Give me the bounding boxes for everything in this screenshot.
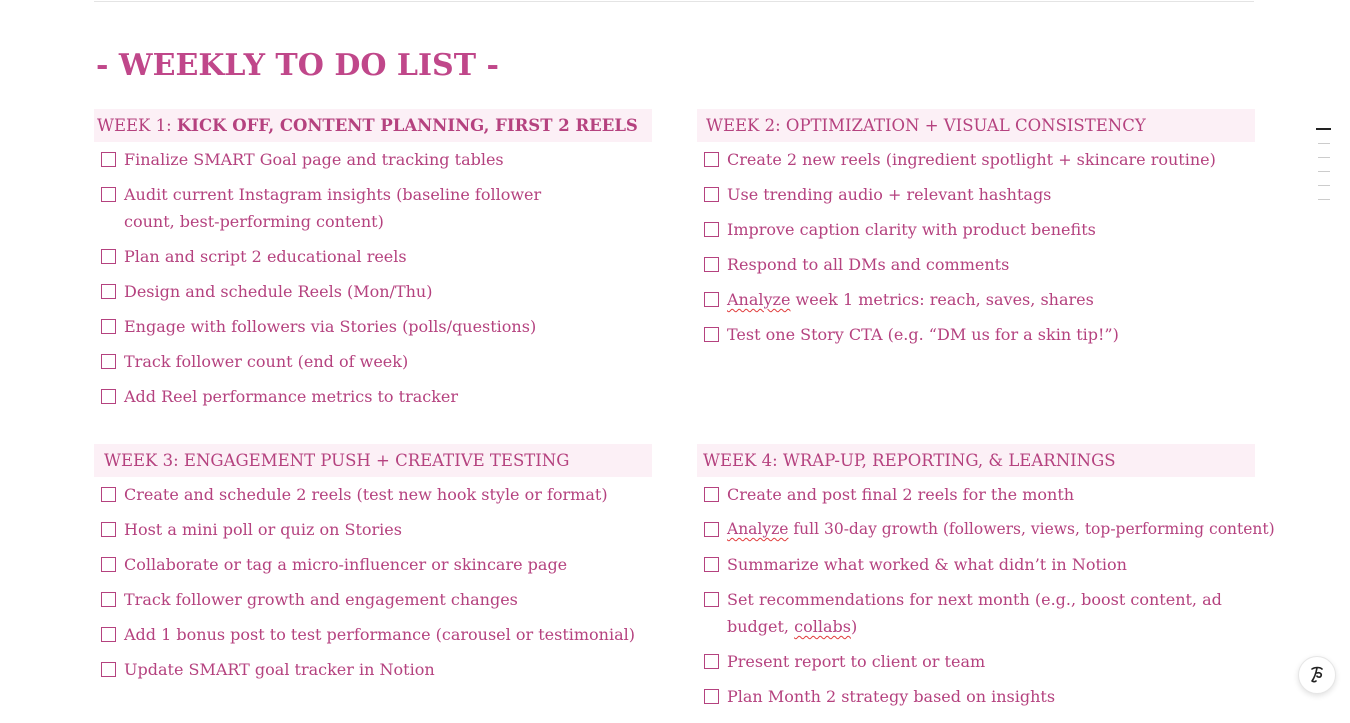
todo-text: Present report to client or team [727,652,986,671]
checkbox[interactable] [101,249,116,264]
todo-text [727,520,1275,538]
todo-text-rest: full 30-day growth (followers, views, top-performing content) [788,520,1275,538]
checkbox[interactable] [101,592,116,607]
week-3-todo-list [94,481,652,683]
todo-item[interactable] [94,516,652,543]
spellcheck-word: collabs [794,617,851,636]
week-4-header: WEEK 4: WRAP-UP, REPORTING, & LEARNINGS [697,444,1255,477]
week-2-section [697,109,1255,356]
toc-rail[interactable] [1316,128,1332,213]
todo-text: Plan and script 2 educational reels [124,247,407,266]
checkbox[interactable] [704,152,719,167]
page-title: - WEEKLY TO DO LIST - [96,48,499,83]
todo-item[interactable] [697,648,1255,675]
spellcheck-word: Analyze [727,520,789,538]
week-1-label-prefix: WEEK 1: [97,116,177,135]
checkbox[interactable] [704,487,719,502]
todo-item[interactable] [697,683,1255,710]
checkbox[interactable] [704,654,719,669]
todo-item[interactable] [697,286,1255,313]
todo-text: Collaborate or tag a micro-influencer or skincare page [124,555,568,574]
todo-text: Respond to all DMs and comments [727,255,1010,274]
checkbox[interactable] [101,487,116,502]
todo-text-pre: Set recommendations for next month (e.g., boost content, ad budget, [727,590,1222,636]
toc-entry[interactable] [1318,185,1330,186]
checkbox[interactable] [101,389,116,404]
todo-text: Finalize SMART Goal page and tracking tables [124,150,504,169]
checkbox[interactable] [704,689,719,704]
checkbox[interactable] [101,284,116,299]
checkbox[interactable] [101,354,116,369]
checkbox[interactable] [101,187,116,202]
checkbox[interactable] [704,257,719,272]
todo-text-rest: week 1 metrics: reach, saves, shares [790,290,1094,309]
todo-text: Summarize what worked & what didn’t in Notion [727,555,1127,574]
checkbox[interactable] [101,662,116,677]
todo-text: Audit current Instagram insights (baseline follower count, best-performing content) [124,185,542,231]
todo-text: Host a mini poll or quiz on Stories [124,520,402,539]
toc-entry-active[interactable] [1316,128,1331,130]
toc-entry[interactable] [1318,143,1330,144]
todo-item[interactable] [697,146,1255,173]
todo-text: Add Reel performance metrics to tracker [124,387,459,406]
todo-item[interactable] [94,348,652,375]
todo-item[interactable] [697,181,1255,208]
todo-item[interactable] [697,216,1255,243]
todo-text: Design and schedule Reels (Mon/Thu) [124,282,433,301]
todo-item[interactable] [94,621,652,648]
todo-text: Engage with followers via Stories (polls/questions) [124,317,537,336]
notion-ai-icon [1306,664,1328,686]
toc-entry[interactable] [1318,157,1330,158]
todo-item[interactable] [94,278,652,305]
todo-item[interactable] [94,146,652,173]
todo-item[interactable] [697,516,1275,543]
todo-item[interactable] [697,586,1242,640]
todo-item[interactable] [94,383,652,410]
checkbox[interactable] [704,327,719,342]
top-divider [94,1,1254,2]
spellcheck-word: Analyze [727,290,791,309]
todo-item[interactable] [94,551,652,578]
todo-text: Test one Story CTA (e.g. “DM us for a skin tip!”) [727,325,1119,344]
todo-text: Improve caption clarity with product benefits [727,220,1096,239]
todo-text: Plan Month 2 strategy based on insights [727,687,1056,706]
week-3-section [94,444,652,691]
checkbox[interactable] [101,557,116,572]
todo-item[interactable] [94,481,652,508]
checkbox[interactable] [101,627,116,642]
todo-text: Track follower count (end of week) [124,352,409,371]
todo-text: Add 1 bonus post to test performance (carousel or testimonial) [124,625,635,644]
notion-ai-button[interactable] [1298,656,1336,694]
todo-item[interactable] [697,481,1255,508]
todo-text: Update SMART goal tracker in Notion [124,660,435,679]
week-1-label-main: KICK OFF, CONTENT PLANNING, FIRST 2 REELS [176,116,638,135]
week-1-section [94,109,652,418]
checkbox[interactable] [101,522,116,537]
checkbox[interactable] [101,152,116,167]
checkbox[interactable] [704,557,719,572]
todo-text [727,590,1222,636]
todo-text: Use trending audio + relevant hashtags [727,185,1052,204]
checkbox[interactable] [704,522,719,537]
week-4-section [697,444,1275,718]
checkbox[interactable] [704,187,719,202]
checkbox[interactable] [704,222,719,237]
todo-item[interactable] [94,586,652,613]
week-1-header [94,109,652,142]
checkbox[interactable] [704,592,719,607]
todo-item[interactable] [697,321,1255,348]
week-3-header: WEEK 3: ENGAGEMENT PUSH + CREATIVE TESTING [94,444,652,477]
todo-item[interactable] [94,243,652,270]
todo-item[interactable] [94,313,652,340]
week-4-todo-list [697,481,1275,710]
week-2-todo-list [697,146,1255,348]
todo-text: Create and post final 2 reels for the month [727,485,1075,504]
todo-item[interactable] [697,251,1255,278]
week-2-header: WEEK 2: OPTIMIZATION + VISUAL CONSISTENCY [697,109,1255,142]
todo-text [727,290,1094,309]
checkbox[interactable] [704,292,719,307]
todo-item[interactable] [697,551,1255,578]
todo-item[interactable] [94,181,594,235]
todo-text: Track follower growth and engagement changes [124,590,518,609]
todo-text: Create 2 new reels (ingredient spotlight + skincare routine) [727,150,1216,169]
todo-text-rest: ) [850,617,858,636]
todo-text: Create and schedule 2 reels (test new hook style or format) [124,485,608,504]
checkbox[interactable] [101,319,116,334]
toc-entry[interactable] [1318,199,1330,200]
toc-entry[interactable] [1318,171,1330,172]
week-1-todo-list [94,146,652,410]
todo-item[interactable] [94,656,652,683]
